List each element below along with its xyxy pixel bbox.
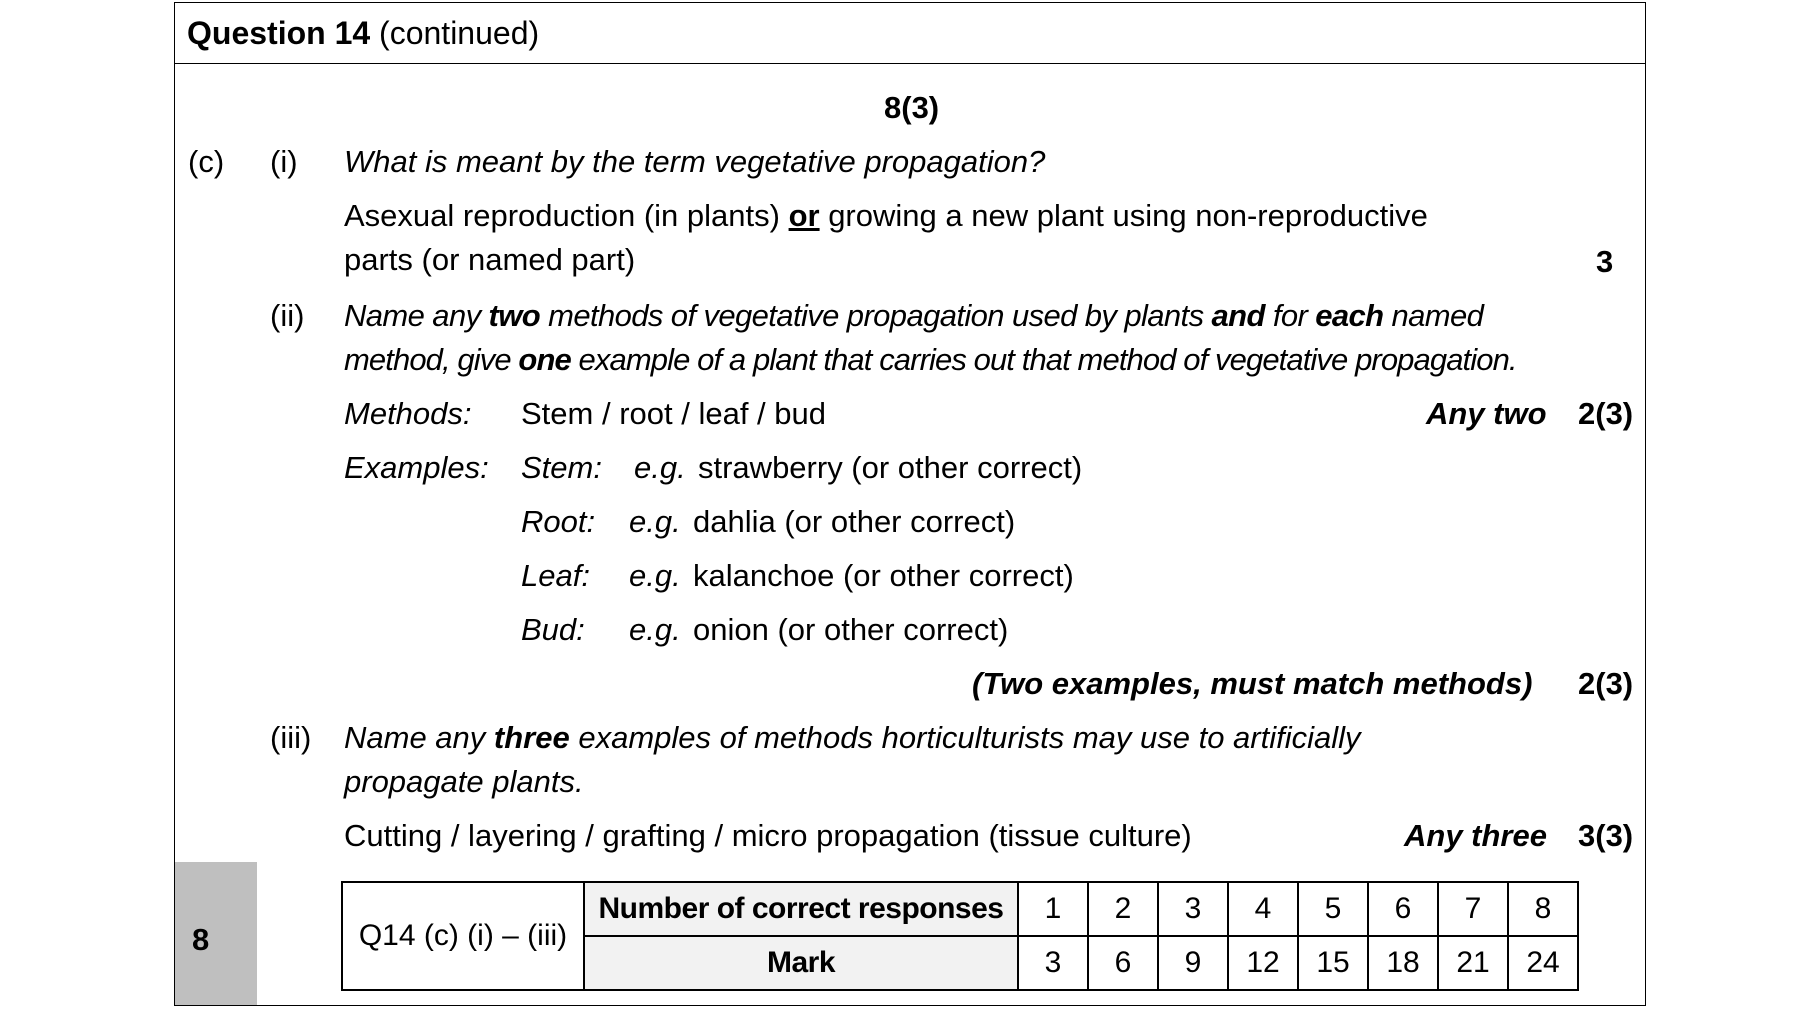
table-cell: 18: [1368, 936, 1438, 990]
example-eg: e.g.: [629, 558, 681, 593]
part-iii-question-line2: propagate plants.: [344, 764, 584, 799]
table-cell: 5: [1298, 882, 1368, 936]
example-value: onion (or other correct): [693, 612, 1009, 647]
example-eg: e.g.: [629, 612, 681, 647]
table-cell: 4: [1228, 882, 1298, 936]
examples-mark: 2(3): [1578, 666, 1634, 701]
methods-value: Stem / root / leaf / bud: [521, 396, 826, 431]
examples-label: Examples:: [344, 450, 489, 485]
table-question-cell: Q14 (c) (i) – (iii): [342, 882, 584, 990]
table-row-label: Mark: [584, 936, 1018, 990]
table-row: [342, 882, 1578, 936]
example-kind: Stem:: [521, 450, 602, 485]
part-iii-label: (iii): [270, 720, 312, 755]
example-eg: e.g.: [629, 504, 681, 539]
methods-label: Methods:: [344, 396, 472, 431]
table-cell: 24: [1508, 936, 1578, 990]
part-iii-answer: Cutting / layering / grafting / micro propagation (tissue culture): [344, 818, 1192, 853]
example-value: strawberry (or other correct): [698, 450, 1083, 485]
table-cell: 21: [1438, 936, 1508, 990]
part-iii-question-line1: Name any three examples of methods horticulturists may use to artificially: [344, 720, 1361, 755]
part-i-answer-line1: Asexual reproduction (in plants) or growing a new plant using non-reproductive: [344, 198, 1428, 233]
table-cell: 1: [1018, 882, 1088, 936]
part-i-answer-line2: parts (or named part): [344, 242, 636, 277]
example-kind: Root:: [521, 504, 596, 539]
question-header: [174, 2, 1646, 64]
table-cell: 6: [1368, 882, 1438, 936]
header-title: Question 14 (continued): [187, 15, 540, 51]
table-cell: 7: [1438, 882, 1508, 936]
methods-mark: 2(3): [1578, 396, 1634, 431]
part-i-question: What is meant by the term vegetative propagation?: [344, 144, 1046, 179]
table-cell: 2: [1088, 882, 1158, 936]
table-cell: 3: [1018, 936, 1088, 990]
table-row-label: Number of correct responses: [584, 882, 1018, 936]
table-cell: 12: [1228, 936, 1298, 990]
total-mark-box: [175, 862, 257, 1005]
table-cell: 3: [1158, 882, 1228, 936]
table-cell: 6: [1088, 936, 1158, 990]
total-mark: 8: [192, 922, 210, 957]
table-cell: 8: [1508, 882, 1578, 936]
example-value: kalanchoe (or other correct): [693, 558, 1074, 593]
example-value: dahlia (or other correct): [693, 504, 1016, 539]
example-kind: Bud:: [521, 612, 585, 647]
examples-note: (Two examples, must match methods): [972, 666, 1533, 701]
part-ii-label: (ii): [270, 298, 305, 333]
example-kind: Leaf:: [521, 558, 590, 593]
part-ii-question-line1: Name any two methods of vegetative propagation used by plants and for each named: [344, 298, 1484, 333]
methods-note: Any two: [1426, 396, 1547, 431]
example-eg: e.g.: [634, 450, 686, 485]
part-ii-question-line2: method, give one example of a plant that carries out that method of vegetative propagation.: [344, 342, 1517, 377]
part-i-label: (i): [270, 144, 298, 179]
part-iii-note: Any three: [1404, 818, 1547, 853]
part-c-label: (c): [188, 144, 225, 179]
marking-table: [341, 881, 1579, 991]
part-iii-mark: 3(3): [1578, 818, 1634, 853]
table-cell: 15: [1298, 936, 1368, 990]
top-mark: 8(3): [884, 90, 940, 125]
part-i-mark: 3: [1596, 244, 1614, 279]
table-cell: 9: [1158, 936, 1228, 990]
